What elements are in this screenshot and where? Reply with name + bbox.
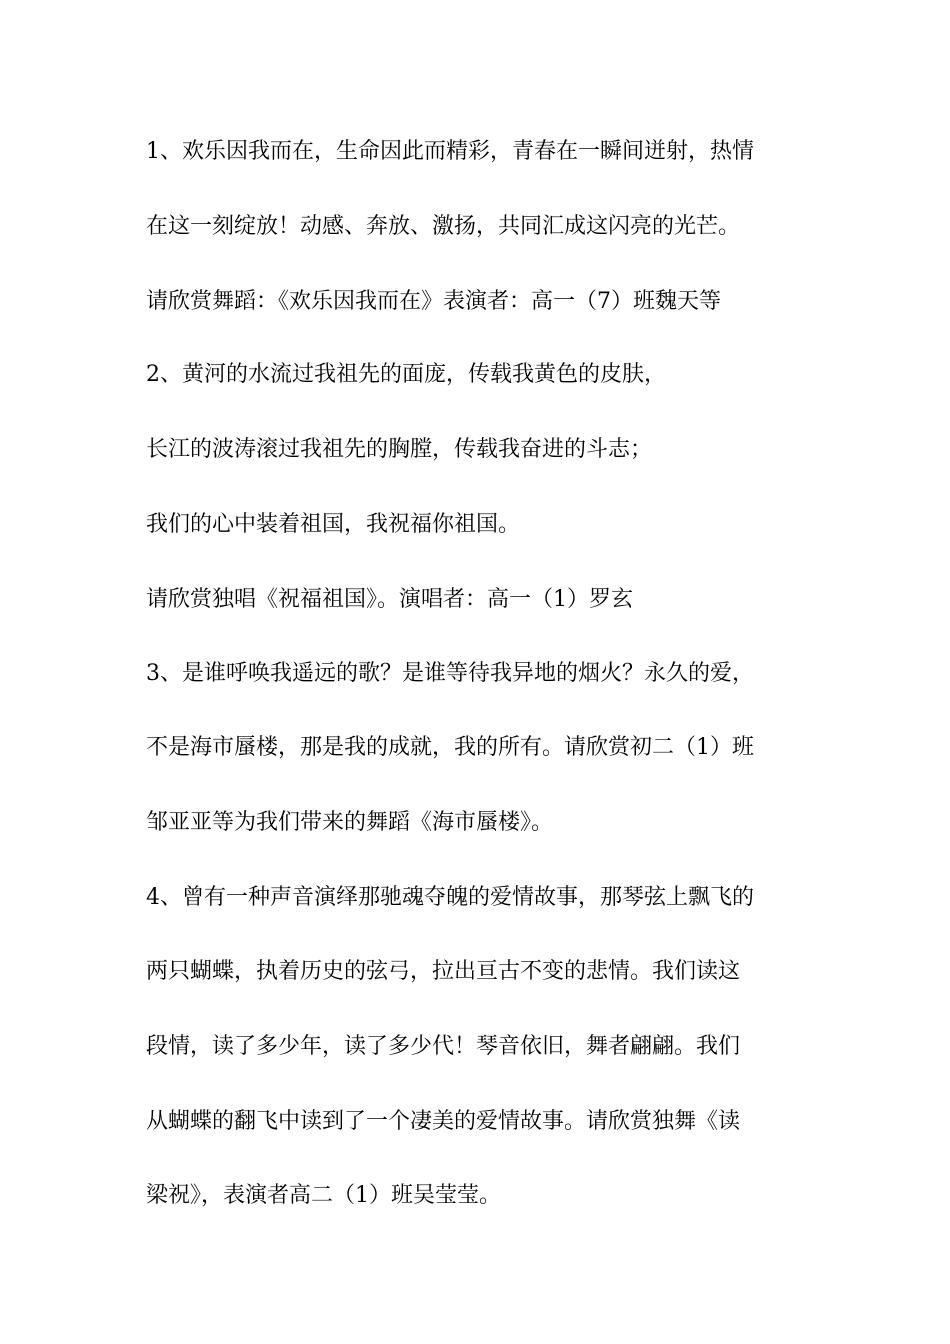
text-line: 4、曾有一种声音演绎那驰魂夺魄的爱情故事，那琴弦上飘飞的: [146, 885, 754, 910]
text-line: 2、黄河的水流过我祖先的面庞，传载我黄色的皮肤，: [146, 362, 666, 387]
text-line: 从蝴蝶的翻飞中读到了一个凄美的爱情故事。请欣赏独舞《读: [146, 1109, 741, 1134]
text-line: 我们的心中装着祖国，我祝福你祖国。: [146, 512, 521, 537]
text-line: 长江的波涛滚过我祖先的胸膛，传载我奋进的斗志；: [146, 437, 653, 462]
text-line: 段情，读了多少年，读了多少代！琴音依旧，舞者翩翩。我们: [146, 1034, 741, 1059]
text-line: 3、是谁呼唤我遥远的歌？是谁等待我异地的烟火？永久的爱，: [146, 661, 754, 686]
text-line: 请欣赏舞蹈：《欢乐因我而在》表演者：高一（7）班魏天等: [146, 289, 721, 314]
text-line: 两只蝴蝶，执着历史的弦弓，拉出亘古不变的悲情。我们读这: [146, 959, 741, 984]
text-line: 请欣赏独唱《祝福祖国》。演唱者：高一（1）罗玄: [146, 587, 633, 612]
text-line: 1、欢乐因我而在，生命因此而精彩，青春在一瞬间迸射，热情: [146, 139, 754, 164]
text-line: 在这一刻绽放！动感、奔放、激扬，共同汇成这闪亮的光芒。: [146, 214, 741, 239]
text-line: 邹亚亚等为我们带来的舞蹈《海市蜃楼》。: [146, 810, 554, 835]
text-line: 不是海市蜃楼，那是我的成就，我的所有。请欣赏初二（1）班: [146, 735, 754, 760]
text-line: 梁祝》，表演者高二（1）班吴莹莹。: [146, 1183, 501, 1208]
